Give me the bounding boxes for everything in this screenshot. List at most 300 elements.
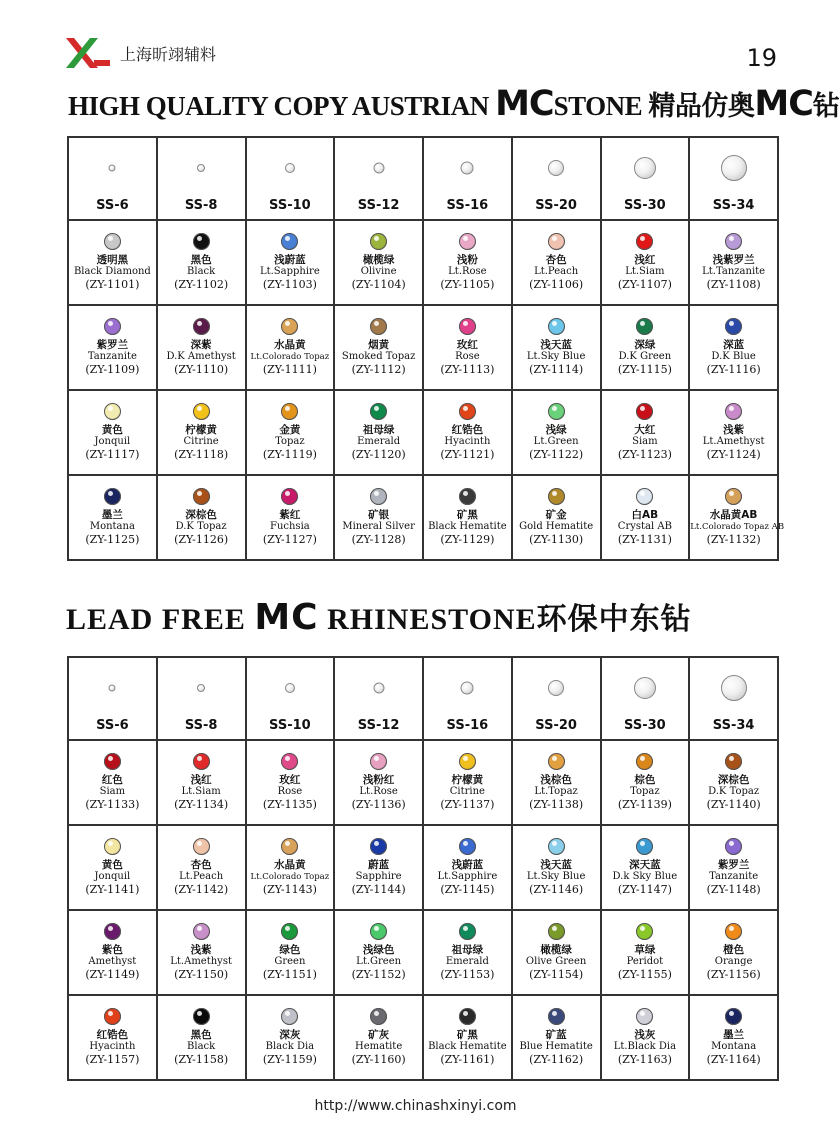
stone-chinese-name: 紫罗兰 bbox=[717, 859, 750, 871]
rhinestone-icon bbox=[725, 1008, 742, 1025]
stone-code: (ZY-1157) bbox=[85, 1053, 140, 1066]
stone-english-name: Lt.Sapphire bbox=[259, 266, 320, 277]
stone-english-name: Black Dia bbox=[265, 1041, 315, 1052]
stone-code: (ZY-1145) bbox=[440, 883, 495, 896]
stone-english-name: Sapphire bbox=[355, 871, 402, 882]
stone-code: (ZY-1111) bbox=[262, 363, 317, 376]
stone-english-name: Gold Hematite bbox=[519, 521, 594, 532]
stone-chinese-name: 烟黄 bbox=[368, 339, 390, 351]
stone-code: (ZY-1156) bbox=[706, 968, 761, 981]
page-number: 19 bbox=[746, 44, 777, 72]
stone-english-name: Lt.Colorado Topaz AB bbox=[690, 522, 785, 532]
stone-cell bbox=[601, 910, 690, 995]
stone-english-name: Olive Green bbox=[525, 956, 587, 967]
stone-chinese-name: 祖母绿 bbox=[451, 944, 484, 956]
stone-chinese-name: 祖母绿 bbox=[362, 424, 395, 436]
size-cell bbox=[334, 137, 423, 220]
stone-code: (ZY-1147) bbox=[617, 883, 672, 896]
rhinestone-icon bbox=[459, 233, 476, 250]
rhinestone-icon bbox=[104, 233, 121, 250]
rhinestone-icon bbox=[281, 753, 298, 770]
stone-code: (ZY-1130) bbox=[529, 533, 584, 546]
stone-english-name: Emerald bbox=[445, 956, 489, 967]
size-cell bbox=[423, 657, 512, 740]
section2-title bbox=[66, 594, 786, 638]
stone-code: (ZY-1139) bbox=[617, 798, 672, 811]
stone-row bbox=[68, 305, 778, 390]
rhinestone-icon bbox=[725, 838, 742, 855]
rhinestone-icon bbox=[193, 753, 210, 770]
stone-cell bbox=[334, 910, 423, 995]
stone-chinese-name: 浅灰 bbox=[634, 1029, 656, 1041]
stone-cell bbox=[512, 995, 601, 1080]
rhinestone-icon bbox=[104, 838, 121, 855]
stone-code: (ZY-1164) bbox=[706, 1053, 761, 1066]
company-logo bbox=[64, 36, 112, 70]
stone-row bbox=[68, 390, 778, 475]
stone-english-name: Emerald bbox=[357, 436, 401, 447]
stone-cell bbox=[423, 220, 512, 305]
rhinestone-icon bbox=[370, 403, 387, 420]
stone-english-name: Lt.Tanzanite bbox=[702, 266, 766, 277]
stone-chinese-name: 浅粉 bbox=[456, 254, 478, 266]
stone-chinese-name: 深绿 bbox=[634, 339, 656, 351]
stone-chinese-name: 橙色 bbox=[723, 944, 745, 956]
stone-chinese-name: 绿色 bbox=[279, 944, 301, 956]
stone-code: (ZY-1158) bbox=[174, 1053, 229, 1066]
stone-english-name: Black bbox=[187, 1041, 216, 1052]
stone-chinese-name: 浅绿 bbox=[545, 424, 567, 436]
rhinestone-icon bbox=[725, 923, 742, 940]
size-cell bbox=[246, 137, 335, 220]
stone-code: (ZY-1115) bbox=[617, 363, 672, 376]
stone-code: (ZY-1108) bbox=[706, 278, 761, 291]
stone-cell bbox=[157, 390, 246, 475]
rhinestone-icon bbox=[636, 403, 653, 420]
stone-english-name: Blue Hematite bbox=[519, 1041, 593, 1052]
stone-cell bbox=[601, 825, 690, 910]
stone-english-name: Hematite bbox=[355, 1041, 403, 1052]
rhinestone-icon bbox=[104, 488, 121, 505]
size-label: SS-8 bbox=[184, 198, 218, 213]
stone-chinese-name: 矿金 bbox=[545, 509, 567, 521]
stone-chinese-name: 浅蔚蓝 bbox=[274, 254, 306, 266]
size-label: SS-20 bbox=[535, 718, 577, 733]
size-label: SS-34 bbox=[712, 198, 755, 213]
stone-code: (ZY-1148) bbox=[706, 883, 761, 896]
rhinestone-icon bbox=[636, 923, 653, 940]
size-label: SS-16 bbox=[446, 718, 489, 733]
size-sample-icon bbox=[109, 685, 116, 692]
stone-chinese-name: 透明黑 bbox=[96, 254, 129, 266]
stone-english-name: D.K Topaz bbox=[708, 786, 760, 797]
stone-cell bbox=[689, 995, 778, 1080]
stone-code: (ZY-1123) bbox=[617, 448, 672, 461]
stone-chinese-name: 草绿 bbox=[634, 944, 656, 956]
rhinestone-icon bbox=[281, 318, 298, 335]
stone-english-name: Black Hematite bbox=[428, 1041, 507, 1052]
stone-english-name: Rose bbox=[455, 351, 480, 362]
stone-english-name: Montana bbox=[89, 521, 135, 532]
rhinestone-icon bbox=[636, 1008, 653, 1025]
stone-code: (ZY-1125) bbox=[85, 533, 140, 546]
stone-cell bbox=[157, 475, 246, 560]
stone-cell bbox=[512, 825, 601, 910]
size-row bbox=[68, 137, 778, 220]
stone-cell bbox=[68, 305, 157, 390]
stone-chinese-name: 橄榄绿 bbox=[362, 254, 395, 266]
stone-code: (ZY-1114) bbox=[529, 363, 584, 376]
stone-cell bbox=[246, 825, 335, 910]
stone-code: (ZY-1129) bbox=[440, 533, 495, 546]
stone-chinese-name: 杏色 bbox=[545, 254, 567, 266]
stone-cell bbox=[689, 825, 778, 910]
stone-cell bbox=[246, 995, 335, 1080]
stone-english-name: Montana bbox=[711, 1041, 757, 1052]
rhinestone-icon bbox=[548, 318, 565, 335]
rhinestone-icon bbox=[459, 838, 476, 855]
rhinestone-icon bbox=[193, 403, 210, 420]
stone-cell bbox=[423, 825, 512, 910]
rhinestone-icon bbox=[725, 318, 742, 335]
stone-chinese-name: 浅红 bbox=[634, 254, 656, 266]
stone-english-name: Lt.Rose bbox=[448, 266, 487, 277]
stone-chinese-name: 蔚蓝 bbox=[368, 859, 390, 871]
stone-chinese-name: 黄色 bbox=[101, 424, 123, 436]
stone-cell bbox=[334, 390, 423, 475]
stone-row bbox=[68, 910, 778, 995]
size-label: SS-30 bbox=[624, 718, 666, 733]
stone-code: (ZY-1135) bbox=[262, 798, 317, 811]
size-cell bbox=[68, 657, 157, 740]
rhinestone-icon bbox=[193, 838, 210, 855]
stone-cell bbox=[157, 995, 246, 1080]
stone-row bbox=[68, 220, 778, 305]
stone-chinese-name: 墨兰 bbox=[101, 509, 123, 521]
rhinestone-icon bbox=[281, 233, 298, 250]
stone-chinese-name: 墨兰 bbox=[723, 1029, 745, 1041]
rhinestone-icon bbox=[104, 403, 121, 420]
stone-english-name: Citrine bbox=[449, 786, 485, 797]
rhinestone-icon bbox=[725, 233, 742, 250]
stone-code: (ZY-1137) bbox=[440, 798, 495, 811]
size-cell bbox=[601, 137, 690, 220]
stone-cell bbox=[689, 740, 778, 825]
stone-cell bbox=[157, 825, 246, 910]
stone-chinese-name: 红锆色 bbox=[96, 1029, 129, 1041]
stone-cell bbox=[68, 475, 157, 560]
stone-chinese-name: 矿黑 bbox=[456, 509, 478, 521]
stone-code: (ZY-1119) bbox=[262, 448, 317, 461]
rhinestone-icon bbox=[636, 753, 653, 770]
stone-cell bbox=[157, 220, 246, 305]
stone-code: (ZY-1104) bbox=[351, 278, 406, 291]
stone-english-name: Hyacinth bbox=[444, 436, 491, 447]
stone-cell bbox=[246, 910, 335, 995]
stone-code: (ZY-1127) bbox=[262, 533, 317, 546]
stone-code: (ZY-1106) bbox=[529, 278, 584, 291]
rhinestone-icon bbox=[370, 923, 387, 940]
stone-english-name: Lt.Colorado Topaz bbox=[250, 872, 330, 882]
stone-code: (ZY-1132) bbox=[706, 533, 761, 546]
stone-code: (ZY-1103) bbox=[262, 278, 317, 291]
stone-code: (ZY-1136) bbox=[351, 798, 406, 811]
stone-code: (ZY-1153) bbox=[440, 968, 495, 981]
stone-chinese-name: 橄榄绿 bbox=[540, 944, 572, 956]
stone-chinese-name: 浅蔚蓝 bbox=[451, 859, 484, 871]
stone-english-name: Mineral Silver bbox=[342, 521, 415, 532]
section1-title-pre: HIGH QUALITY COPY AUSTRIAN bbox=[68, 91, 496, 121]
rhinestone-icon bbox=[281, 403, 298, 420]
stone-code: (ZY-1117) bbox=[85, 448, 140, 461]
stone-code: (ZY-1116) bbox=[706, 363, 761, 376]
size-sample-icon bbox=[548, 160, 564, 176]
stone-chinese-name: 浅棕色 bbox=[540, 774, 572, 786]
stone-english-name: Citrine bbox=[183, 436, 219, 447]
stone-code: (ZY-1121) bbox=[440, 448, 495, 461]
stone-english-name: Peridot bbox=[626, 956, 664, 967]
size-cell bbox=[601, 657, 690, 740]
stone-cell bbox=[157, 305, 246, 390]
stone-cell bbox=[423, 995, 512, 1080]
stone-chinese-name: 杏色 bbox=[190, 859, 212, 871]
rhinestone-icon bbox=[725, 403, 742, 420]
size-sample-icon bbox=[285, 163, 295, 173]
stone-english-name: Lt.Sky Blue bbox=[526, 351, 586, 362]
size-sample-icon bbox=[285, 683, 295, 693]
stone-cell bbox=[601, 390, 690, 475]
stone-english-name: Lt.Sapphire bbox=[437, 871, 498, 882]
stone-chinese-name: 黑色 bbox=[190, 1029, 212, 1041]
stone-cell bbox=[423, 740, 512, 825]
rhinestone-icon bbox=[193, 923, 210, 940]
stone-chinese-name: 紫色 bbox=[101, 944, 123, 956]
size-label: SS-34 bbox=[712, 718, 755, 733]
stone-cell bbox=[512, 305, 601, 390]
stone-chinese-name: 矿蓝 bbox=[545, 1029, 567, 1041]
stone-chinese-name: 白AB bbox=[631, 509, 659, 521]
size-label: SS-10 bbox=[269, 718, 311, 733]
rhinestone-icon bbox=[459, 488, 476, 505]
stone-code: (ZY-1110) bbox=[174, 363, 229, 376]
stone-code: (ZY-1155) bbox=[617, 968, 672, 981]
section1-title-mid: STONE 精品仿奥 bbox=[553, 91, 755, 121]
stone-code: (ZY-1141) bbox=[85, 883, 140, 896]
section1-stone-table bbox=[67, 136, 785, 561]
stone-chinese-name: 水晶黄 bbox=[274, 859, 306, 871]
rhinestone-icon bbox=[636, 318, 653, 335]
stone-chinese-name: 浅紫 bbox=[190, 944, 212, 956]
stone-cell bbox=[246, 305, 335, 390]
stone-cell bbox=[246, 390, 335, 475]
size-label: SS-12 bbox=[357, 198, 400, 213]
stone-english-name: Black Diamond bbox=[73, 266, 151, 277]
stone-code: (ZY-1107) bbox=[617, 278, 672, 291]
stone-cell bbox=[512, 740, 601, 825]
stone-cell bbox=[334, 305, 423, 390]
stone-code: (ZY-1160) bbox=[351, 1053, 406, 1066]
rhinestone-icon bbox=[636, 488, 653, 505]
website-url: http://www.chinashxinyi.com bbox=[314, 1098, 517, 1114]
stone-code: (ZY-1161) bbox=[440, 1053, 495, 1066]
size-sample-icon bbox=[373, 683, 384, 694]
stone-english-name: Lt.Green bbox=[356, 956, 402, 967]
stone-chinese-name: 紫罗兰 bbox=[96, 339, 129, 351]
size-sample-icon bbox=[548, 680, 564, 696]
stone-cell bbox=[68, 390, 157, 475]
stone-code: (ZY-1140) bbox=[706, 798, 761, 811]
section2-title-pre: LEAD FREE bbox=[66, 603, 255, 636]
stone-chinese-name: 浅粉红 bbox=[362, 774, 395, 786]
stone-chinese-name: 矿银 bbox=[368, 509, 390, 521]
rhinestone-icon bbox=[281, 923, 298, 940]
stone-cell bbox=[689, 305, 778, 390]
stone-code: (ZY-1102) bbox=[174, 278, 229, 291]
rhinestone-icon bbox=[548, 923, 565, 940]
stone-cell bbox=[512, 910, 601, 995]
rhinestone-icon bbox=[193, 233, 210, 250]
size-cell bbox=[689, 657, 778, 740]
stone-chinese-name: 红锆色 bbox=[451, 424, 484, 436]
stone-english-name: Green bbox=[274, 956, 306, 967]
size-label: SS-10 bbox=[269, 198, 311, 213]
rhinestone-icon bbox=[459, 923, 476, 940]
size-cell bbox=[423, 137, 512, 220]
stone-english-name: Olivine bbox=[360, 266, 397, 277]
stone-cell bbox=[246, 740, 335, 825]
stone-code: (ZY-1143) bbox=[262, 883, 317, 896]
stone-english-name: Hyacinth bbox=[89, 1041, 136, 1052]
stone-chinese-name: 深棕色 bbox=[185, 509, 217, 521]
stone-chinese-name: 红色 bbox=[101, 774, 123, 786]
stone-chinese-name: 浅紫 bbox=[723, 424, 745, 436]
stone-english-name: Jonquil bbox=[94, 871, 131, 882]
stone-code: (ZY-1138) bbox=[529, 798, 584, 811]
stone-chinese-name: 浅紫罗兰 bbox=[712, 254, 755, 266]
stone-cell bbox=[512, 390, 601, 475]
size-cell bbox=[68, 137, 157, 220]
stone-cell bbox=[601, 475, 690, 560]
stone-chinese-name: 浅天蓝 bbox=[540, 339, 572, 351]
stone-code: (ZY-1150) bbox=[174, 968, 229, 981]
stone-english-name: Lt.Siam bbox=[181, 786, 221, 797]
stone-chinese-name: 大红 bbox=[634, 424, 656, 436]
stone-cell bbox=[423, 390, 512, 475]
stone-code: (ZY-1109) bbox=[85, 363, 140, 376]
section1-title-mc2: MC bbox=[754, 84, 813, 124]
stone-english-name: Siam bbox=[632, 436, 658, 447]
stone-code: (ZY-1152) bbox=[351, 968, 406, 981]
stone-code: (ZY-1159) bbox=[262, 1053, 317, 1066]
size-cell bbox=[157, 137, 246, 220]
stone-english-name: Lt.Black Dia bbox=[613, 1041, 677, 1052]
stone-cell bbox=[334, 220, 423, 305]
rhinestone-icon bbox=[281, 488, 298, 505]
rhinestone-icon bbox=[548, 488, 565, 505]
stone-chinese-name: 水晶黄 bbox=[274, 339, 306, 351]
stone-cell bbox=[601, 220, 690, 305]
stone-cell bbox=[334, 995, 423, 1080]
stone-english-name: Topaz bbox=[630, 786, 660, 797]
rhinestone-icon bbox=[370, 753, 387, 770]
size-sample-icon bbox=[461, 682, 474, 695]
stone-chinese-name: 矿黑 bbox=[456, 1029, 478, 1041]
stone-chinese-name: 玫红 bbox=[456, 339, 478, 351]
stone-code: (ZY-1162) bbox=[529, 1053, 584, 1066]
size-sample-icon bbox=[109, 165, 116, 172]
stone-code: (ZY-1163) bbox=[617, 1053, 672, 1066]
stone-cell bbox=[512, 475, 601, 560]
rhinestone-icon bbox=[370, 488, 387, 505]
stone-english-name: Black bbox=[187, 266, 216, 277]
size-cell bbox=[157, 657, 246, 740]
stone-code: (ZY-1151) bbox=[262, 968, 317, 981]
rhinestone-icon bbox=[281, 1008, 298, 1025]
stone-english-name: D.K Amethyst bbox=[166, 351, 236, 362]
size-label: SS-8 bbox=[184, 718, 218, 733]
stone-chinese-name: 深棕色 bbox=[717, 774, 750, 786]
stone-cell bbox=[601, 305, 690, 390]
stone-english-name: Tanzanite bbox=[709, 871, 759, 882]
stone-cell bbox=[689, 475, 785, 560]
size-sample-icon bbox=[197, 164, 205, 172]
stone-english-name: Orange bbox=[714, 956, 753, 967]
size-sample-icon bbox=[634, 677, 656, 699]
rhinestone-icon bbox=[459, 1008, 476, 1025]
stone-code: (ZY-1126) bbox=[174, 533, 229, 546]
stone-code: (ZY-1101) bbox=[85, 278, 140, 291]
stone-cell bbox=[157, 910, 246, 995]
stone-english-name: Fuchsia bbox=[270, 521, 310, 532]
company-name: 上海昕翊辅料 bbox=[120, 45, 217, 64]
size-label: SS-16 bbox=[446, 198, 489, 213]
stone-cell bbox=[689, 220, 778, 305]
size-label: SS-6 bbox=[96, 718, 129, 733]
stone-cell bbox=[334, 475, 423, 560]
rhinestone-icon bbox=[370, 318, 387, 335]
stone-chinese-name: 深灰 bbox=[279, 1029, 301, 1041]
stone-english-name: Lt.Amethyst bbox=[170, 956, 232, 967]
section1-title-end: 钻 bbox=[812, 91, 839, 121]
rhinestone-icon bbox=[548, 753, 565, 770]
rhinestone-icon bbox=[459, 318, 476, 335]
stone-cell bbox=[246, 220, 335, 305]
stone-chinese-name: 玫红 bbox=[279, 774, 301, 786]
stone-english-name: Lt.Sky Blue bbox=[526, 871, 586, 882]
stone-english-name: Smoked Topaz bbox=[341, 351, 416, 362]
stone-row bbox=[68, 995, 778, 1080]
stone-english-name: D.K Topaz bbox=[175, 521, 227, 532]
stone-code: (ZY-1154) bbox=[529, 968, 584, 981]
size-sample-icon bbox=[634, 157, 656, 179]
stone-english-name: Crystal AB bbox=[617, 521, 672, 532]
stone-cell bbox=[68, 910, 157, 995]
stone-cell bbox=[689, 910, 778, 995]
stone-english-name: Lt.Siam bbox=[625, 266, 665, 277]
stone-english-name: Amethyst bbox=[88, 956, 137, 967]
stone-code: (ZY-1124) bbox=[706, 448, 761, 461]
size-sample-icon bbox=[721, 155, 747, 181]
stone-code: (ZY-1118) bbox=[174, 448, 229, 461]
size-sample-icon bbox=[197, 684, 205, 692]
stone-row bbox=[68, 475, 778, 560]
stone-code: (ZY-1128) bbox=[351, 533, 406, 546]
stone-english-name: Lt.Colorado Topaz bbox=[250, 352, 330, 362]
size-row bbox=[68, 657, 778, 740]
rhinestone-icon bbox=[104, 1008, 121, 1025]
size-label: SS-12 bbox=[357, 718, 400, 733]
stone-code: (ZY-1146) bbox=[529, 883, 584, 896]
